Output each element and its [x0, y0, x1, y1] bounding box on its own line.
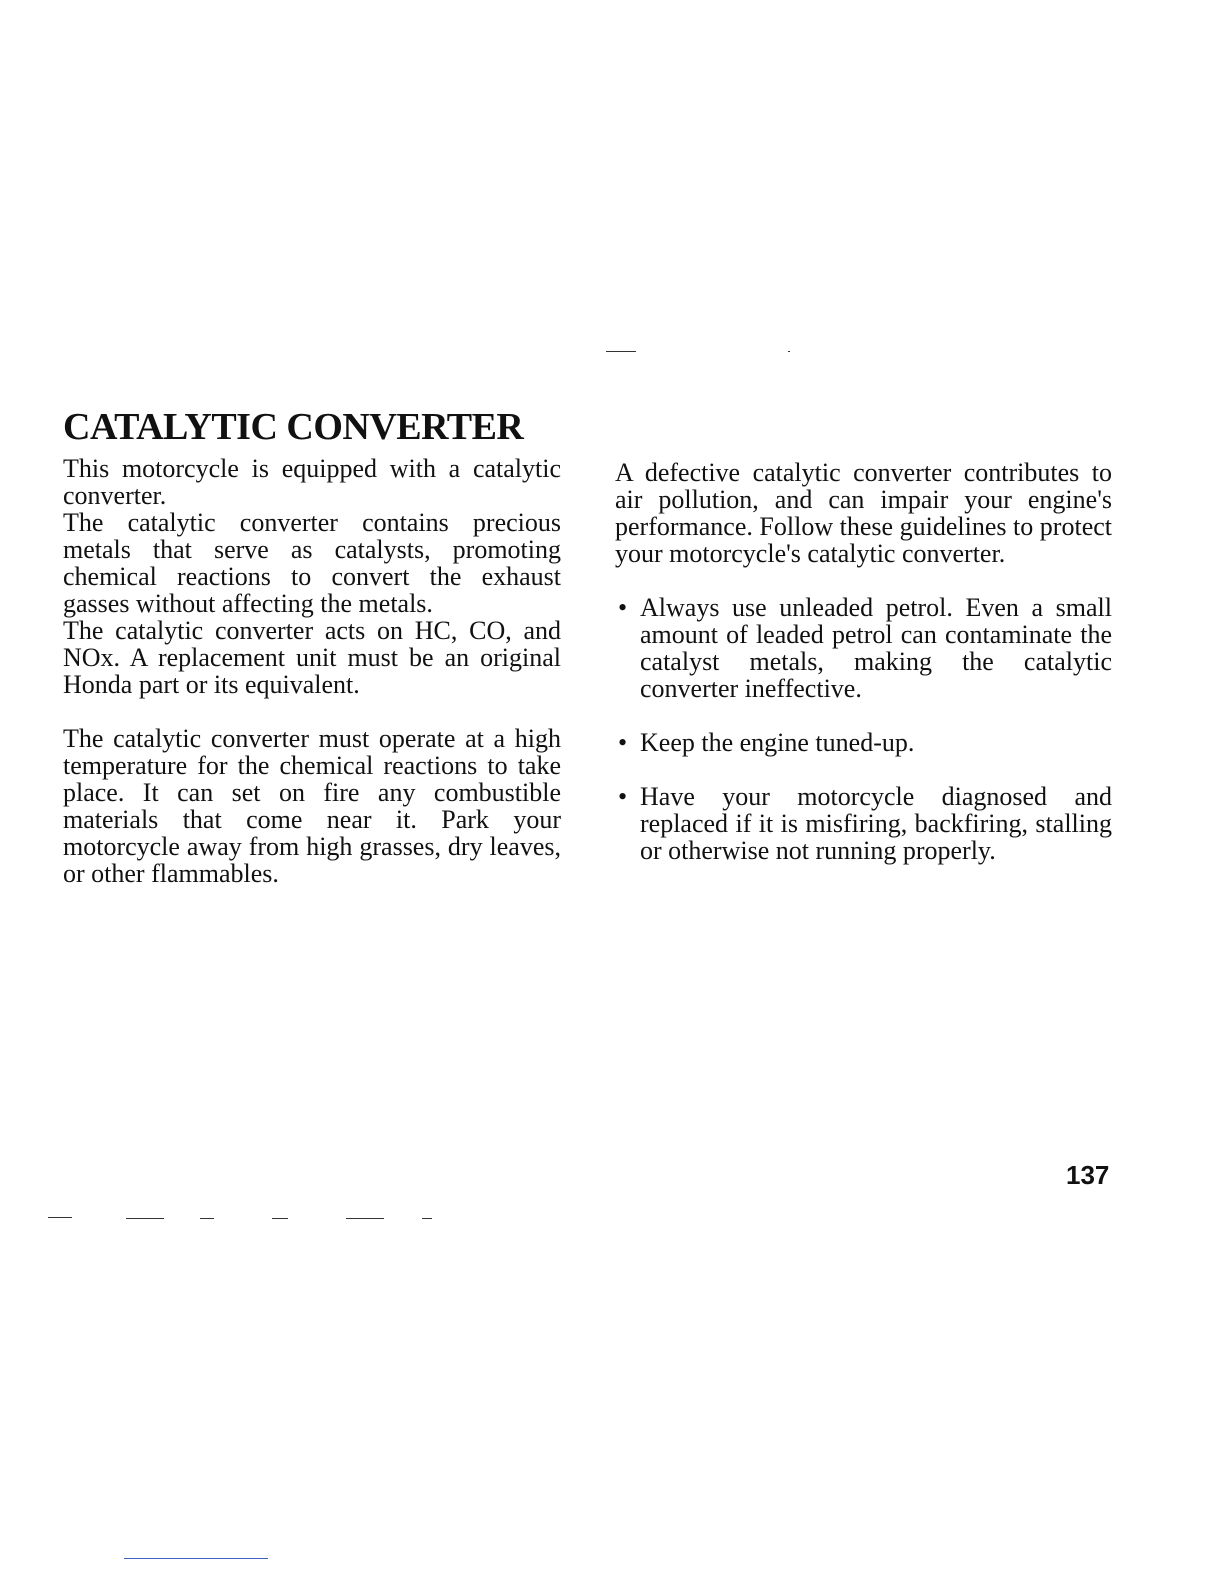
scan-artifact-line	[124, 1558, 268, 1559]
scan-artifact-line	[48, 1217, 72, 1218]
guideline-text: Always use unleaded petrol. Even a small amount of leaded petrol can contaminate the catalyst metals, making the catalytic converter ineffective.	[640, 593, 1112, 703]
bullet-icon: •	[618, 593, 628, 622]
guideline-text: Keep the engine tuned-up.	[640, 728, 915, 757]
left-column	[63, 455, 561, 887]
guideline-item	[615, 729, 1112, 756]
paragraph-defective-converter: A defective catalytic converter contributes to air pollution, and can impair your engine's performance. Follow these guidelines to protect your motorcycle's catalytic converter.	[615, 458, 1112, 568]
scan-artifact-dot	[788, 351, 790, 352]
guideline-list	[615, 594, 1112, 864]
scan-artifact-line	[272, 1218, 288, 1219]
guideline-item	[615, 783, 1112, 864]
paragraph-fire-warning: The catalytic converter must operate at a high temperature for the chemical reactions to take place. It can set on fire any combustible materials that come near it. Park your motorcycle away from high grasses, dry leaves, or other flammables.	[63, 724, 561, 888]
bullet-icon: •	[618, 782, 628, 811]
guideline-text: Have your motorcycle diagnosed and replaced if it is misfiring, backfiring, stalling or otherwise not running properly.	[640, 782, 1112, 865]
paragraph-precious-metals: The catalytic converter contains precious metals that serve as catalysts, promoting chemical reactions to convert the exhaust gasses without affecting the metals.	[63, 508, 561, 618]
guideline-item	[615, 594, 1112, 702]
page-number: 137	[1066, 1160, 1110, 1190]
paragraph-equipment: This motorcycle is equipped with a catalytic converter.	[63, 454, 561, 510]
scan-artifact-line	[606, 351, 636, 352]
page-title: CATALYTIC CONVERTER	[63, 406, 524, 448]
scan-artifact-line	[422, 1218, 432, 1219]
scan-artifact-line	[126, 1218, 164, 1219]
scan-artifact-line	[200, 1218, 214, 1219]
bullet-icon: •	[618, 728, 628, 757]
scan-artifact-line	[346, 1218, 384, 1219]
paragraph-emissions: The catalytic converter acts on HC, CO, and NOx. A replacement unit must be an original Honda part or its equivalent.	[63, 616, 561, 699]
right-column	[615, 459, 1112, 891]
